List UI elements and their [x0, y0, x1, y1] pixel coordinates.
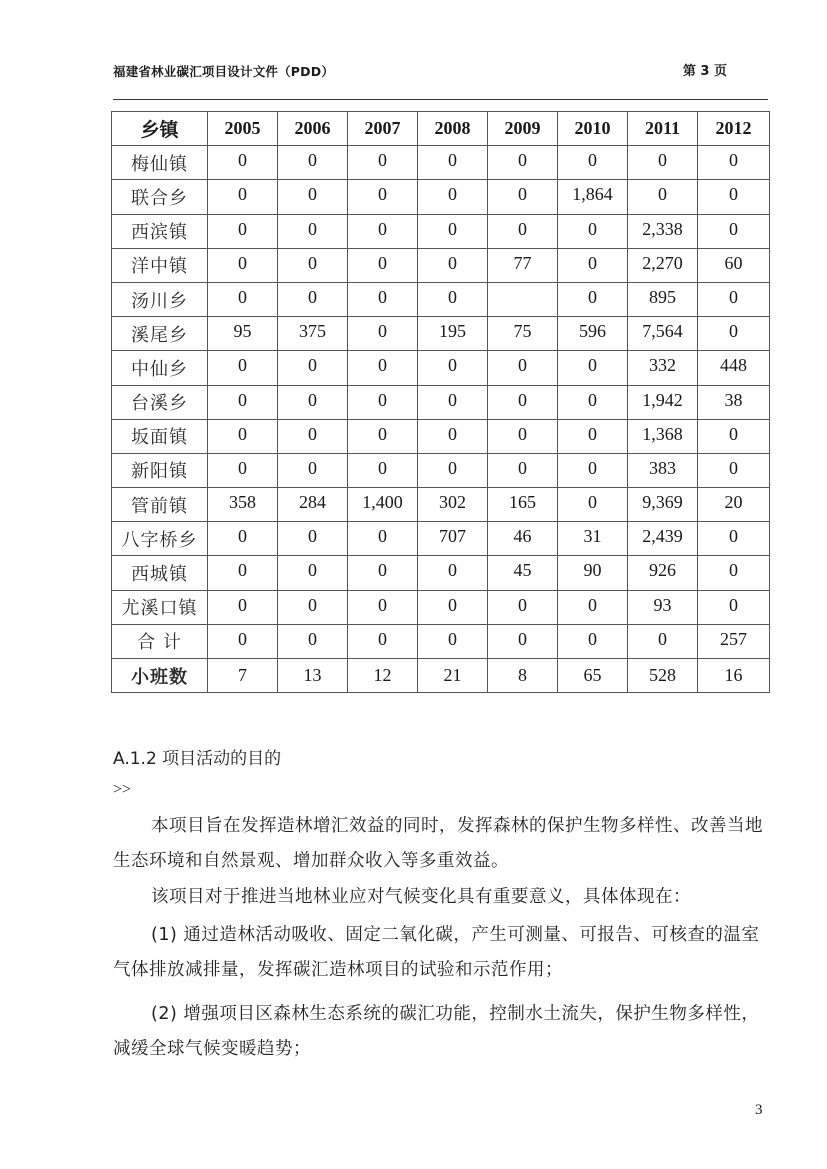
value-cell: 0	[418, 624, 488, 658]
value-cell: 60	[698, 248, 770, 282]
value-cell: 0	[278, 419, 348, 453]
township-name-cell: 西城镇	[112, 556, 208, 590]
page-number: 3	[755, 1102, 763, 1118]
column-header: 2006	[278, 112, 348, 146]
value-cell: 38	[698, 385, 770, 419]
paragraph	[113, 880, 773, 915]
value-cell: 0	[208, 624, 278, 658]
value-cell: 0	[348, 522, 418, 556]
value-cell: 0	[208, 385, 278, 419]
value-cell: 0	[418, 248, 488, 282]
value-cell: 0	[278, 248, 348, 282]
value-cell: 0	[698, 419, 770, 453]
value-cell: 358	[208, 488, 278, 522]
value-cell: 0	[208, 282, 278, 316]
value-cell: 0	[488, 146, 558, 180]
value-cell: 0	[348, 214, 418, 248]
value-cell: 0	[208, 214, 278, 248]
value-cell: 257	[698, 624, 770, 658]
value-cell: 1,942	[628, 385, 698, 419]
value-cell: 0	[558, 453, 628, 487]
value-cell: 0	[698, 282, 770, 316]
value-cell: 0	[418, 214, 488, 248]
township-name-cell: 中仙乡	[112, 351, 208, 385]
value-cell: 0	[278, 146, 348, 180]
value-cell: 0	[558, 624, 628, 658]
township-name-cell: 汤川乡	[112, 282, 208, 316]
value-cell: 0	[558, 146, 628, 180]
value-cell: 7,564	[628, 317, 698, 351]
value-cell: 8	[488, 659, 558, 693]
value-cell: 448	[698, 351, 770, 385]
header-divider	[113, 99, 768, 100]
value-cell: 0	[628, 180, 698, 214]
paragraph-text: 本项目旨在发挥造林增汇效益的同时，发挥森林的保护生物多样性、改善当地生态环境和自然景观、增加群众收入等多重效益。	[113, 816, 763, 871]
value-cell: 90	[558, 556, 628, 590]
value-cell: 302	[418, 488, 488, 522]
value-cell: 0	[558, 282, 628, 316]
township-data-table	[111, 111, 770, 693]
value-cell: 926	[628, 556, 698, 590]
value-cell: 0	[558, 590, 628, 624]
value-cell: 0	[278, 180, 348, 214]
township-name-cell: 管前镇	[112, 488, 208, 522]
value-cell: 65	[558, 659, 628, 693]
value-cell: 0	[418, 590, 488, 624]
paragraph-text: 该项目对于推进当地林业应对气候变化具有重要意义，具体体现在：	[151, 887, 691, 907]
table-row	[112, 214, 770, 248]
column-header: 2010	[558, 112, 628, 146]
column-header: 2012	[698, 112, 770, 146]
table-row	[112, 522, 770, 556]
value-cell: 21	[418, 659, 488, 693]
value-cell: 0	[488, 590, 558, 624]
value-cell: 0	[698, 522, 770, 556]
table-row	[112, 317, 770, 351]
value-cell: 0	[488, 351, 558, 385]
table-row	[112, 351, 770, 385]
township-name-cell: 坂面镇	[112, 419, 208, 453]
township-name-cell: 洋中镇	[112, 248, 208, 282]
column-header: 2005	[208, 112, 278, 146]
value-cell: 45	[488, 556, 558, 590]
value-cell: 0	[418, 351, 488, 385]
table-row	[112, 488, 770, 522]
column-header: 乡镇	[112, 112, 208, 146]
value-cell: 0	[418, 453, 488, 487]
value-cell	[488, 282, 558, 316]
value-cell: 0	[488, 419, 558, 453]
township-name-cell: 溪尾乡	[112, 317, 208, 351]
value-cell: 0	[278, 522, 348, 556]
value-cell: 284	[278, 488, 348, 522]
value-cell: 0	[208, 522, 278, 556]
table-row	[112, 146, 770, 180]
table-row	[112, 248, 770, 282]
value-cell: 0	[348, 317, 418, 351]
value-cell: 1,368	[628, 419, 698, 453]
township-name-cell: 梅仙镇	[112, 146, 208, 180]
value-cell: 195	[418, 317, 488, 351]
table-row	[112, 590, 770, 624]
table-row	[112, 556, 770, 590]
value-cell: 0	[488, 214, 558, 248]
column-header: 2008	[418, 112, 488, 146]
value-cell: 0	[418, 385, 488, 419]
value-cell: 0	[348, 180, 418, 214]
value-cell: 0	[348, 590, 418, 624]
value-cell: 0	[558, 214, 628, 248]
value-cell: 0	[348, 453, 418, 487]
value-cell: 0	[698, 453, 770, 487]
value-cell: 2,439	[628, 522, 698, 556]
value-cell: 20	[698, 488, 770, 522]
value-cell: 0	[278, 385, 348, 419]
value-cell: 13	[278, 659, 348, 693]
township-name-cell: 小班数	[112, 659, 208, 693]
value-cell: 77	[488, 248, 558, 282]
value-cell: 0	[488, 180, 558, 214]
value-cell: 0	[348, 556, 418, 590]
table-row	[112, 453, 770, 487]
township-name-cell: 八字桥乡	[112, 522, 208, 556]
value-cell: 0	[348, 146, 418, 180]
value-cell: 0	[418, 556, 488, 590]
value-cell: 7	[208, 659, 278, 693]
column-header: 2007	[348, 112, 418, 146]
value-cell: 0	[698, 317, 770, 351]
value-cell: 2,338	[628, 214, 698, 248]
value-cell: 0	[208, 419, 278, 453]
value-cell: 0	[698, 214, 770, 248]
section-heading: A.1.2 项目活动的目的	[113, 749, 282, 769]
value-cell: 0	[208, 180, 278, 214]
value-cell: 0	[348, 351, 418, 385]
table-row	[112, 419, 770, 453]
value-cell: 0	[208, 146, 278, 180]
value-cell: 0	[278, 282, 348, 316]
value-cell: 0	[698, 146, 770, 180]
value-cell: 0	[278, 624, 348, 658]
value-cell: 0	[698, 556, 770, 590]
value-cell: 95	[208, 317, 278, 351]
value-cell: 31	[558, 522, 628, 556]
value-cell: 0	[418, 419, 488, 453]
value-cell: 0	[628, 624, 698, 658]
value-cell: 0	[698, 180, 770, 214]
value-cell: 0	[208, 453, 278, 487]
paragraph-text: (2) 增强项目区森林生态系统的碳汇功能，控制水土流失，保护生物多样性，减缓全球气候变暖趋势；	[113, 1004, 760, 1059]
paragraph	[113, 918, 773, 988]
value-cell: 165	[488, 488, 558, 522]
paragraph	[113, 997, 773, 1067]
value-cell: 0	[278, 214, 348, 248]
township-name-cell: 联合乡	[112, 180, 208, 214]
document-title: 福建省林业碳汇项目设计文件（PDD）	[113, 64, 335, 79]
value-cell: 332	[628, 351, 698, 385]
value-cell: 0	[488, 385, 558, 419]
value-cell: 0	[278, 351, 348, 385]
value-cell: 0	[418, 146, 488, 180]
value-cell: 0	[278, 556, 348, 590]
value-cell: 0	[558, 385, 628, 419]
table-row	[112, 180, 770, 214]
table-header-row	[112, 112, 770, 146]
value-cell: 0	[208, 590, 278, 624]
value-cell: 0	[278, 453, 348, 487]
content-marker: >>	[113, 781, 132, 798]
value-cell: 0	[208, 556, 278, 590]
value-cell: 0	[348, 419, 418, 453]
column-header: 2009	[488, 112, 558, 146]
value-cell: 46	[488, 522, 558, 556]
value-cell: 895	[628, 282, 698, 316]
paragraph	[113, 809, 773, 879]
table-row	[112, 385, 770, 419]
township-name-cell: 合 计	[112, 624, 208, 658]
value-cell: 2,270	[628, 248, 698, 282]
value-cell: 0	[628, 146, 698, 180]
value-cell: 0	[278, 590, 348, 624]
value-cell: 0	[558, 419, 628, 453]
value-cell: 0	[348, 385, 418, 419]
township-name-cell: 尤溪口镇	[112, 590, 208, 624]
table-row	[112, 624, 770, 658]
table-row	[112, 282, 770, 316]
value-cell: 0	[348, 624, 418, 658]
value-cell: 0	[208, 248, 278, 282]
value-cell: 596	[558, 317, 628, 351]
paragraph-text: (1) 通过造林活动吸收、固定二氧化碳，产生可测量、可报告、可核查的温室气体排放减排量，发挥碳汇造林项目的试验和示范作用；	[113, 925, 760, 980]
value-cell: 16	[698, 659, 770, 693]
township-name-cell: 西滨镇	[112, 214, 208, 248]
value-cell: 0	[558, 488, 628, 522]
column-header: 2011	[628, 112, 698, 146]
value-cell: 707	[418, 522, 488, 556]
value-cell: 0	[348, 282, 418, 316]
value-cell: 0	[418, 180, 488, 214]
value-cell: 375	[278, 317, 348, 351]
value-cell: 0	[348, 248, 418, 282]
value-cell: 9,369	[628, 488, 698, 522]
value-cell: 0	[698, 590, 770, 624]
value-cell: 0	[558, 351, 628, 385]
value-cell: 0	[208, 351, 278, 385]
table-body	[112, 146, 770, 693]
township-name-cell: 台溪乡	[112, 385, 208, 419]
value-cell: 383	[628, 453, 698, 487]
value-cell: 0	[558, 248, 628, 282]
value-cell: 1,400	[348, 488, 418, 522]
value-cell: 0	[488, 624, 558, 658]
value-cell: 528	[628, 659, 698, 693]
value-cell: 0	[418, 282, 488, 316]
value-cell: 93	[628, 590, 698, 624]
value-cell: 0	[488, 453, 558, 487]
value-cell: 1,864	[558, 180, 628, 214]
township-name-cell: 新阳镇	[112, 453, 208, 487]
page-label: 第 3 页	[682, 64, 727, 79]
value-cell: 12	[348, 659, 418, 693]
value-cell: 75	[488, 317, 558, 351]
table-row	[112, 659, 770, 693]
